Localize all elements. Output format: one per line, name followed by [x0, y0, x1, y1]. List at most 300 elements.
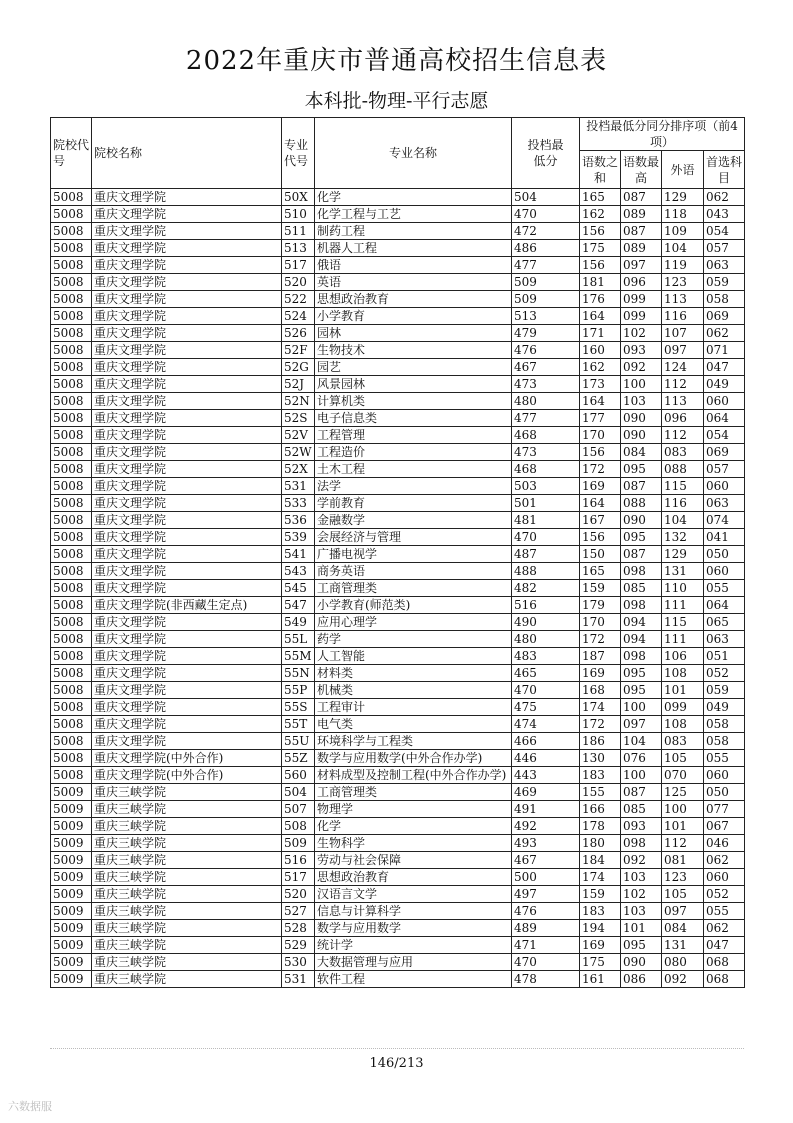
cell-yushu-sum: 184	[580, 852, 621, 869]
cell-major-name: 劳动与社会保障	[315, 852, 512, 869]
cell-major-name: 工程管理	[315, 427, 512, 444]
cell-foreign: 081	[662, 852, 704, 869]
cell-school-name: 重庆三峡学院	[92, 954, 282, 971]
cell-first-subject: 049	[704, 376, 745, 393]
header-school-code: 院校代号	[51, 118, 92, 189]
table-row	[51, 937, 745, 954]
cell-yushu-sum: 174	[580, 699, 621, 716]
cell-school-name: 重庆文理学院	[92, 716, 282, 733]
cell-major-code: 50X	[282, 189, 315, 206]
header-yushu-max: 语数最高	[621, 151, 662, 189]
table-row	[51, 444, 745, 461]
cell-yushu-max: 086	[621, 971, 662, 988]
cell-yushu-max: 094	[621, 614, 662, 631]
cell-school-code: 5008	[51, 444, 92, 461]
cell-min-score: 478	[512, 971, 580, 988]
cell-foreign: 111	[662, 597, 704, 614]
cell-school-code: 5008	[51, 563, 92, 580]
cell-major-name: 小学教育(师范类)	[315, 597, 512, 614]
cell-major-name: 英语	[315, 274, 512, 291]
cell-first-subject: 074	[704, 512, 745, 529]
cell-min-score: 492	[512, 818, 580, 835]
cell-yushu-max: 101	[621, 920, 662, 937]
cell-yushu-sum: 166	[580, 801, 621, 818]
cell-school-name: 重庆文理学院	[92, 308, 282, 325]
cell-yushu-sum: 164	[580, 393, 621, 410]
cell-yushu-sum: 155	[580, 784, 621, 801]
cell-school-code: 5009	[51, 784, 92, 801]
cell-first-subject: 064	[704, 410, 745, 427]
cell-foreign: 123	[662, 869, 704, 886]
cell-major-name: 园林	[315, 325, 512, 342]
cell-foreign: 083	[662, 733, 704, 750]
cell-first-subject: 063	[704, 257, 745, 274]
cell-first-subject: 060	[704, 478, 745, 495]
cell-first-subject: 050	[704, 784, 745, 801]
table-row	[51, 342, 745, 359]
cell-first-subject: 052	[704, 886, 745, 903]
cell-first-subject: 057	[704, 240, 745, 257]
cell-foreign: 113	[662, 291, 704, 308]
table-row	[51, 716, 745, 733]
cell-school-name: 重庆文理学院	[92, 240, 282, 257]
cell-major-name: 信息与计算科学	[315, 903, 512, 920]
cell-major-name: 统计学	[315, 937, 512, 954]
table-row	[51, 903, 745, 920]
cell-min-score: 504	[512, 189, 580, 206]
cell-school-code: 5008	[51, 665, 92, 682]
cell-school-name: 重庆三峡学院	[92, 818, 282, 835]
cell-school-name: 重庆三峡学院	[92, 852, 282, 869]
cell-yushu-sum: 156	[580, 529, 621, 546]
page-subtitle: 本科批-物理-平行志愿	[304, 90, 489, 112]
cell-first-subject: 063	[704, 631, 745, 648]
cell-school-name: 重庆文理学院	[92, 444, 282, 461]
table-row	[51, 189, 745, 206]
cell-first-subject: 068	[704, 971, 745, 988]
cell-yushu-max: 095	[621, 461, 662, 478]
cell-yushu-max: 103	[621, 869, 662, 886]
cell-school-code: 5008	[51, 716, 92, 733]
cell-first-subject: 047	[704, 359, 745, 376]
cell-foreign: 131	[662, 563, 704, 580]
cell-yushu-sum: 169	[580, 937, 621, 954]
cell-major-code: 55S	[282, 699, 315, 716]
cell-first-subject: 063	[704, 495, 745, 512]
cell-foreign: 096	[662, 410, 704, 427]
cell-school-name: 重庆三峡学院	[92, 937, 282, 954]
cell-min-score: 483	[512, 648, 580, 665]
cell-foreign: 116	[662, 495, 704, 512]
cell-major-code: 531	[282, 971, 315, 988]
cell-foreign: 104	[662, 512, 704, 529]
cell-school-name: 重庆文理学院(非西藏生定点)	[92, 597, 282, 614]
cell-min-score: 489	[512, 920, 580, 937]
cell-yushu-sum: 164	[580, 308, 621, 325]
cell-major-code: 52X	[282, 461, 315, 478]
table-row	[51, 546, 745, 563]
cell-yushu-max: 098	[621, 648, 662, 665]
cell-first-subject: 067	[704, 818, 745, 835]
table-row	[51, 750, 745, 767]
cell-min-score: 491	[512, 801, 580, 818]
cell-major-name: 物理学	[315, 801, 512, 818]
cell-major-name: 数学与应用数学(中外合作办学)	[315, 750, 512, 767]
cell-yushu-sum: 194	[580, 920, 621, 937]
cell-yushu-sum: 161	[580, 971, 621, 988]
cell-min-score: 481	[512, 512, 580, 529]
table-row	[51, 835, 745, 852]
cell-major-code: 533	[282, 495, 315, 512]
header-major-code: 专业代号	[282, 118, 315, 189]
cell-major-code: 52G	[282, 359, 315, 376]
cell-school-code: 5009	[51, 937, 92, 954]
cell-major-name: 电气类	[315, 716, 512, 733]
cell-foreign: 113	[662, 393, 704, 410]
cell-foreign: 132	[662, 529, 704, 546]
cell-school-code: 5008	[51, 614, 92, 631]
cell-school-code: 5008	[51, 291, 92, 308]
cell-major-name: 金融数学	[315, 512, 512, 529]
cell-foreign: 110	[662, 580, 704, 597]
cell-school-name: 重庆文理学院	[92, 682, 282, 699]
cell-major-name: 材料成型及控制工程(中外合作办学)	[315, 767, 512, 784]
cell-major-code: 55N	[282, 665, 315, 682]
cell-yushu-sum: 176	[580, 291, 621, 308]
cell-first-subject: 055	[704, 580, 745, 597]
cell-yushu-max: 103	[621, 903, 662, 920]
cell-yushu-max: 099	[621, 291, 662, 308]
cell-school-code: 5008	[51, 308, 92, 325]
cell-school-code: 5008	[51, 597, 92, 614]
table-row	[51, 274, 745, 291]
cell-min-score: 477	[512, 257, 580, 274]
cell-min-score: 480	[512, 393, 580, 410]
cell-school-name: 重庆文理学院	[92, 274, 282, 291]
cell-major-code: 55U	[282, 733, 315, 750]
cell-yushu-max: 087	[621, 189, 662, 206]
cell-major-code: 526	[282, 325, 315, 342]
cell-first-subject: 059	[704, 682, 745, 699]
cell-yushu-sum: 171	[580, 325, 621, 342]
cell-first-subject: 043	[704, 206, 745, 223]
cell-foreign: 115	[662, 614, 704, 631]
cell-yushu-sum: 180	[580, 835, 621, 852]
cell-major-name: 机器人工程	[315, 240, 512, 257]
cell-school-code: 5009	[51, 886, 92, 903]
cell-yushu-max: 096	[621, 274, 662, 291]
cell-yushu-sum: 172	[580, 631, 621, 648]
cell-major-name: 计算机类	[315, 393, 512, 410]
cell-school-name: 重庆文理学院	[92, 291, 282, 308]
cell-major-code: 541	[282, 546, 315, 563]
cell-first-subject: 077	[704, 801, 745, 818]
cell-yushu-max: 090	[621, 410, 662, 427]
cell-yushu-max: 099	[621, 308, 662, 325]
cell-school-code: 5008	[51, 325, 92, 342]
table-row	[51, 563, 745, 580]
cell-foreign: 112	[662, 835, 704, 852]
cell-yushu-sum: 172	[580, 716, 621, 733]
cell-major-name: 小学教育	[315, 308, 512, 325]
cell-yushu-max: 093	[621, 818, 662, 835]
table-row	[51, 801, 745, 818]
cell-major-name: 生物技术	[315, 342, 512, 359]
table-row	[51, 427, 745, 444]
table-row	[51, 393, 745, 410]
cell-school-code: 5008	[51, 342, 92, 359]
cell-school-name: 重庆文理学院	[92, 359, 282, 376]
cell-major-code: 55P	[282, 682, 315, 699]
cell-foreign: 108	[662, 665, 704, 682]
cell-first-subject: 068	[704, 954, 745, 971]
table-row	[51, 206, 745, 223]
cell-min-score: 476	[512, 903, 580, 920]
cell-foreign: 108	[662, 716, 704, 733]
page-number: 146/213	[369, 1056, 424, 1071]
cell-school-code: 5008	[51, 461, 92, 478]
cell-min-score: 497	[512, 886, 580, 903]
cell-yushu-sum: 186	[580, 733, 621, 750]
cell-school-code: 5008	[51, 767, 92, 784]
cell-first-subject: 041	[704, 529, 745, 546]
cell-major-code: 52F	[282, 342, 315, 359]
cell-yushu-max: 093	[621, 342, 662, 359]
table-row	[51, 359, 745, 376]
cell-yushu-sum: 165	[580, 189, 621, 206]
cell-min-score: 479	[512, 325, 580, 342]
cell-min-score: 493	[512, 835, 580, 852]
cell-foreign: 097	[662, 342, 704, 359]
cell-school-name: 重庆文理学院	[92, 325, 282, 342]
table-row	[51, 920, 745, 937]
cell-major-code: 508	[282, 818, 315, 835]
cell-foreign: 129	[662, 189, 704, 206]
table-row	[51, 495, 745, 512]
cell-min-score: 475	[512, 699, 580, 716]
cell-school-name: 重庆文理学院	[92, 393, 282, 410]
cell-school-code: 5008	[51, 410, 92, 427]
table-row	[51, 733, 745, 750]
cell-school-code: 5008	[51, 750, 92, 767]
cell-major-code: 52V	[282, 427, 315, 444]
cell-school-name: 重庆文理学院(中外合作)	[92, 767, 282, 784]
cell-yushu-sum: 173	[580, 376, 621, 393]
cell-first-subject: 064	[704, 597, 745, 614]
cell-major-name: 材料类	[315, 665, 512, 682]
cell-yushu-max: 087	[621, 546, 662, 563]
cell-school-name: 重庆文理学院	[92, 410, 282, 427]
cell-major-name: 思想政治教育	[315, 291, 512, 308]
cell-min-score: 469	[512, 784, 580, 801]
cell-yushu-max: 085	[621, 580, 662, 597]
header-school-name: 院校名称	[92, 118, 282, 189]
cell-yushu-sum: 183	[580, 767, 621, 784]
cell-foreign: 125	[662, 784, 704, 801]
cell-first-subject: 047	[704, 937, 745, 954]
cell-min-score: 490	[512, 614, 580, 631]
cell-yushu-sum: 175	[580, 240, 621, 257]
cell-yushu-max: 100	[621, 376, 662, 393]
cell-school-name: 重庆文理学院	[92, 614, 282, 631]
cell-yushu-max: 098	[621, 835, 662, 852]
cell-major-code: 52J	[282, 376, 315, 393]
cell-school-code: 5008	[51, 648, 92, 665]
cell-first-subject: 055	[704, 903, 745, 920]
table-row	[51, 886, 745, 903]
cell-yushu-max: 098	[621, 563, 662, 580]
cell-foreign: 099	[662, 699, 704, 716]
cell-foreign: 107	[662, 325, 704, 342]
cell-school-code: 5008	[51, 206, 92, 223]
cell-school-name: 重庆文理学院	[92, 631, 282, 648]
cell-foreign: 088	[662, 461, 704, 478]
cell-school-code: 5009	[51, 869, 92, 886]
cell-major-name: 化学	[315, 189, 512, 206]
table-row	[51, 971, 745, 988]
page-title: 2022年重庆市普通高校招生信息表	[185, 46, 608, 76]
table-row	[51, 665, 745, 682]
dotted-divider	[50, 1048, 744, 1049]
cell-major-name: 学前教育	[315, 495, 512, 512]
cell-yushu-sum: 177	[580, 410, 621, 427]
cell-yushu-sum: 179	[580, 597, 621, 614]
cell-school-name: 重庆三峡学院	[92, 869, 282, 886]
cell-first-subject: 060	[704, 869, 745, 886]
cell-school-code: 5008	[51, 274, 92, 291]
cell-min-score: 467	[512, 359, 580, 376]
cell-major-name: 工程审计	[315, 699, 512, 716]
cell-min-score: 468	[512, 461, 580, 478]
cell-first-subject: 055	[704, 750, 745, 767]
cell-min-score: 477	[512, 410, 580, 427]
cell-major-name: 人工智能	[315, 648, 512, 665]
cell-yushu-max: 095	[621, 937, 662, 954]
cell-major-code: 531	[282, 478, 315, 495]
header-tiebreak-group: 投档最低分同分排序项（前4项）	[580, 118, 745, 151]
cell-major-code: 55T	[282, 716, 315, 733]
cell-major-name: 广播电视学	[315, 546, 512, 563]
cell-yushu-sum: 167	[580, 512, 621, 529]
cell-foreign: 112	[662, 376, 704, 393]
table-row	[51, 325, 745, 342]
cell-school-name: 重庆文理学院	[92, 461, 282, 478]
table-row	[51, 308, 745, 325]
cell-major-name: 化学工程与工艺	[315, 206, 512, 223]
table-row	[51, 954, 745, 971]
cell-major-name: 风景园林	[315, 376, 512, 393]
cell-major-code: 536	[282, 512, 315, 529]
cell-major-code: 507	[282, 801, 315, 818]
cell-school-code: 5008	[51, 512, 92, 529]
table-row	[51, 478, 745, 495]
cell-school-name: 重庆文理学院	[92, 495, 282, 512]
cell-major-code: 55L	[282, 631, 315, 648]
admission-table	[50, 117, 745, 988]
cell-foreign: 112	[662, 427, 704, 444]
cell-yushu-max: 092	[621, 852, 662, 869]
cell-major-code: 511	[282, 223, 315, 240]
cell-foreign: 115	[662, 478, 704, 495]
cell-school-name: 重庆文理学院	[92, 478, 282, 495]
cell-min-score: 509	[512, 291, 580, 308]
cell-school-code: 5009	[51, 971, 92, 988]
cell-first-subject: 069	[704, 308, 745, 325]
cell-first-subject: 065	[704, 614, 745, 631]
cell-major-code: 560	[282, 767, 315, 784]
table-row	[51, 291, 745, 308]
cell-school-code: 5009	[51, 954, 92, 971]
cell-major-code: 547	[282, 597, 315, 614]
cell-major-name: 法学	[315, 478, 512, 495]
cell-foreign: 097	[662, 903, 704, 920]
cell-school-code: 5008	[51, 240, 92, 257]
cell-first-subject: 062	[704, 920, 745, 937]
header-major-name: 专业名称	[315, 118, 512, 189]
table-row	[51, 529, 745, 546]
table-row	[51, 223, 745, 240]
cell-school-name: 重庆文理学院	[92, 699, 282, 716]
cell-first-subject: 060	[704, 563, 745, 580]
cell-foreign: 104	[662, 240, 704, 257]
cell-foreign: 080	[662, 954, 704, 971]
cell-school-code: 5009	[51, 835, 92, 852]
cell-min-score: 446	[512, 750, 580, 767]
cell-major-code: 510	[282, 206, 315, 223]
cell-foreign: 070	[662, 767, 704, 784]
cell-major-name: 生物科学	[315, 835, 512, 852]
cell-foreign: 111	[662, 631, 704, 648]
cell-major-name: 商务英语	[315, 563, 512, 580]
cell-foreign: 084	[662, 920, 704, 937]
cell-first-subject: 062	[704, 852, 745, 869]
header-first-subject: 首选科目	[704, 151, 745, 189]
cell-yushu-sum: 162	[580, 206, 621, 223]
cell-school-code: 5009	[51, 852, 92, 869]
cell-first-subject: 060	[704, 393, 745, 410]
cell-first-subject: 069	[704, 444, 745, 461]
cell-yushu-sum: 169	[580, 478, 621, 495]
cell-min-score: 487	[512, 546, 580, 563]
cell-min-score: 470	[512, 529, 580, 546]
table-row	[51, 648, 745, 665]
cell-school-name: 重庆三峡学院	[92, 835, 282, 852]
cell-first-subject: 058	[704, 716, 745, 733]
cell-school-code: 5009	[51, 920, 92, 937]
cell-school-code: 5008	[51, 495, 92, 512]
cell-major-code: 543	[282, 563, 315, 580]
cell-min-score: 467	[512, 852, 580, 869]
cell-major-name: 软件工程	[315, 971, 512, 988]
cell-major-name: 工商管理类	[315, 784, 512, 801]
cell-yushu-sum: 156	[580, 223, 621, 240]
cell-major-name: 电子信息类	[315, 410, 512, 427]
cell-major-code: 522	[282, 291, 315, 308]
cell-school-code: 5008	[51, 733, 92, 750]
table-row	[51, 784, 745, 801]
cell-foreign: 124	[662, 359, 704, 376]
cell-foreign: 131	[662, 937, 704, 954]
cell-school-name: 重庆文理学院	[92, 733, 282, 750]
cell-first-subject: 071	[704, 342, 745, 359]
cell-foreign: 083	[662, 444, 704, 461]
cell-first-subject: 054	[704, 223, 745, 240]
cell-school-name: 重庆文理学院	[92, 342, 282, 359]
cell-major-name: 制药工程	[315, 223, 512, 240]
cell-yushu-sum: 164	[580, 495, 621, 512]
table-row	[51, 852, 745, 869]
cell-first-subject: 052	[704, 665, 745, 682]
